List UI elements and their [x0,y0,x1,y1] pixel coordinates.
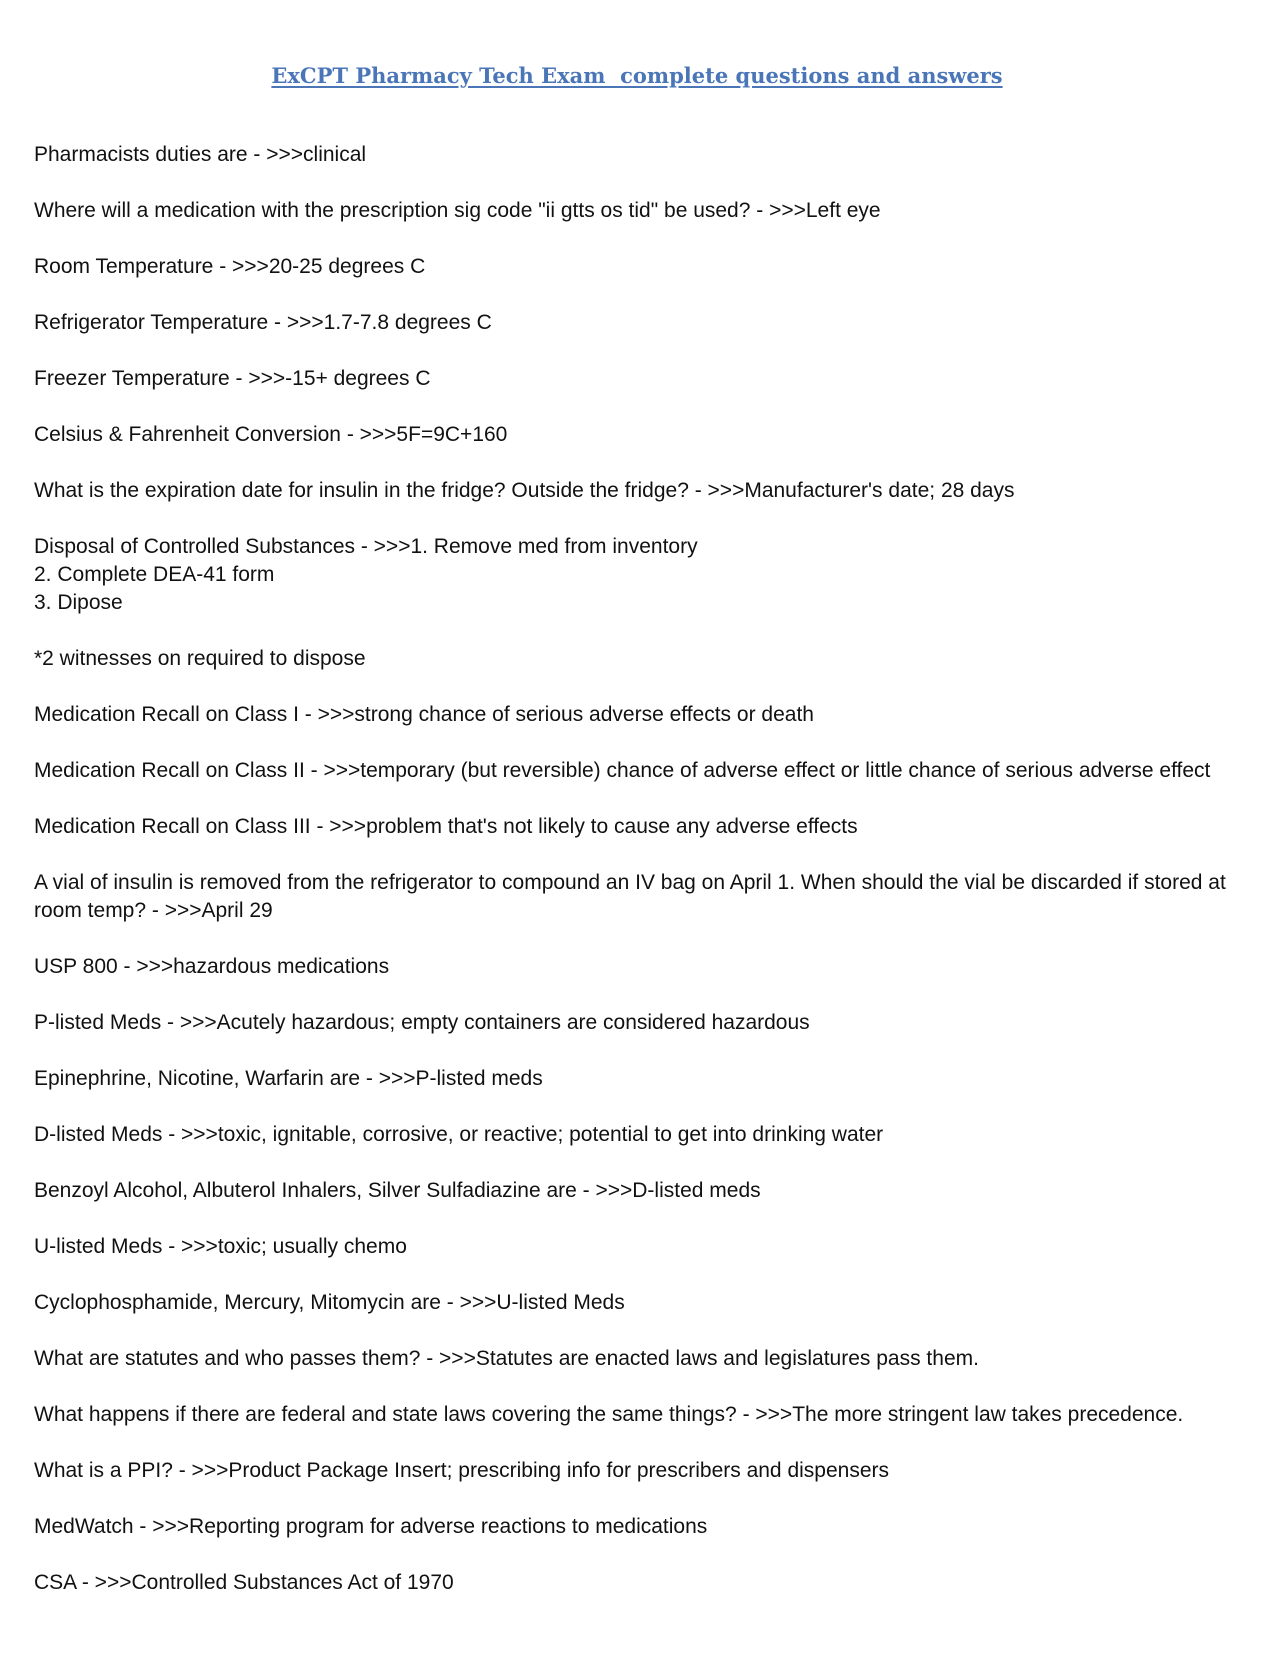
qa-item: Room Temperature - >>>20-25 degrees C [34,255,426,278]
qa-item: Medication Recall on Class II - >>>temporary (but reversible) chance of adverse effect or little chance of serious adverse effect [34,759,1211,782]
qa-item: Freezer Temperature - >>>-15+ degrees C [34,367,431,390]
qa-item: *2 witnesses on required to dispose [34,647,366,670]
qa-item: What are statutes and who passes them? - >>>Statutes are enacted laws and legislatures pass them. [34,1347,979,1370]
qa-item: Medication Recall on Class I - >>>strong chance of serious adverse effects or death [34,703,814,726]
qa-item: USP 800 - >>>hazardous medications [34,955,390,978]
qa-item: What is the expiration date for insulin in the fridge? Outside the fridge? - >>>Manufacturer's date; 28 days [34,479,1015,502]
qa-item: U-listed Meds - >>>toxic; usually chemo [34,1235,407,1258]
qa-item: Medication Recall on Class III - >>>problem that's not likely to cause any adverse effects [34,815,858,838]
qa-list [34,141,1240,1597]
qa-item: P-listed Meds - >>>Acutely hazardous; empty containers are considered hazardous [34,1011,810,1034]
qa-item: What is a PPI? - >>>Product Package Insert; prescribing info for prescribers and dispensers [34,1459,890,1482]
qa-item: Refrigerator Temperature - >>>1.7-7.8 degrees C [34,311,492,334]
qa-item: A vial of insulin is removed from the refrigerator to compound an IV bag on April 1. When should the vial be discarded if stored at room temp? - >>>April 29 [34,871,1232,922]
qa-item: CSA - >>>Controlled Substances Act of 1970 [34,1571,454,1594]
document-title: ExCPT Pharmacy Tech Exam complete questions and answers [271,63,1003,88]
qa-item: Where will a medication with the prescription sig code "ii gtts os tid" be used? - >>>Left eye [34,199,881,222]
qa-item: Benzoyl Alcohol, Albuterol Inhalers, Silver Sulfadiazine are - >>>D-listed meds [34,1179,761,1202]
qa-item: Disposal of Controlled Substances - >>>1. Remove med from inventory 2. Complete DEA-41 form 3. Dipose [34,535,698,614]
qa-item: Celsius & Fahrenheit Conversion - >>>5F=9C+160 [34,423,508,446]
qa-item: What happens if there are federal and state laws covering the same things? - >>>The more stringent law takes precedence. [34,1403,1184,1426]
qa-item: D-listed Meds - >>>toxic, ignitable, corrosive, or reactive; potential to get into drinking water [34,1123,884,1146]
qa-item: Cyclophosphamide, Mercury, Mitomycin are - >>>U-listed Meds [34,1291,625,1314]
qa-item: Pharmacists duties are - >>>clinical [34,143,367,166]
qa-item: MedWatch - >>>Reporting program for adverse reactions to medications [34,1515,708,1538]
qa-item: Epinephrine, Nicotine, Warfarin are - >>>P-listed meds [34,1067,543,1090]
